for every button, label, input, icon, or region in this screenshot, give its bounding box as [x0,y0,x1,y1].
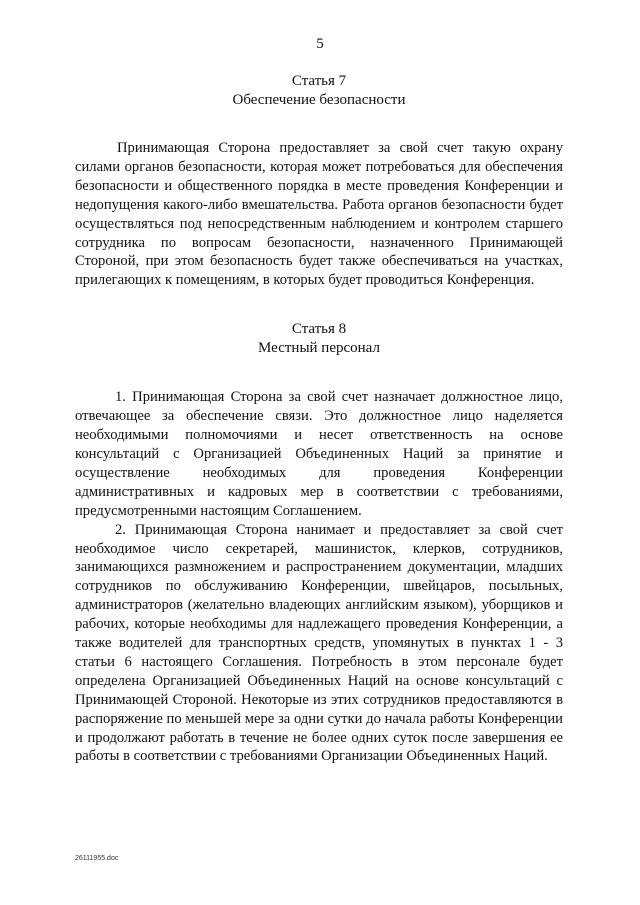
article-8-item-1: 1. Принимающая Сторона за свой счет назначает должностное лицо, отвечающее за обеспечение связи. Это должностное лицо наделяется необходимыми полномочиями и несет ответственность на основе консультаций с Организацией Объединенных Наций за принятие и осуществление необходимых для проведения Конференции административных и кадровых мер в соответствии с требованиями, предусмотренными настоящим Соглашением. [75,389,563,519]
document-body [75,72,563,766]
article-8-title: Статья 8 [291,321,347,338]
article-7-title: Статья 7 [291,73,347,89]
article-7 [75,72,563,290]
page-number: 5 [316,36,324,52]
article-7-paragraph: Принимающая Сторона предоставляет за свой счет такую охрану силами органов безопасности, которая может потребоваться для обеспечения безопасности и общественного порядка в месте проведения Конференции и недопущения какого-либо вмешательства. Работа органов безопасности будет осуществляться под непосредственным наблюдением и контролем старшего сотрудника по вопросам безопасности, назначенного Принимающей Стороной, при этом безопасность будет также обеспечиваться на участках, прилегающих к помещениям, в которых будет проводиться Конференция. [75,140,563,289]
file-name-footer: 26111955.doc [75,855,119,862]
article-7-heading: Обеспечение безопасности [232,92,406,108]
article-8-item-2: 2. Принимающая Сторона нанимает и предоставляет за свой счет необходимое число секретарей, машинисток, клерков, сотрудников, занимающихся размножением и распространением документации, младших сотрудников по обслуживанию Конференции, швейцаров, посыльных, администраторов (желательно владеющих английским языком), уборщиков и рабочих, которые необходимы для надлежащего проведения Конференции, а также водителей для транспортных средств, упомянутых в пунктах 1 - 3 статьи 6 настоящего Соглашения. Потребность в этом персонале будет определена Организацией Объединенных Наций на основе консультаций с Принимающей Стороной. Некоторые из этих сотрудников предоставляются в распоряжение по меньшей мере за одни сутки до начала работы Конференции и продолжают работать в течение не более одних суток после завершения ее работы в соответствии с требованиями Организации Объединенных Наций. [75,521,563,765]
article-8 [75,320,563,766]
article-8-heading: Местный персонал [258,340,380,357]
